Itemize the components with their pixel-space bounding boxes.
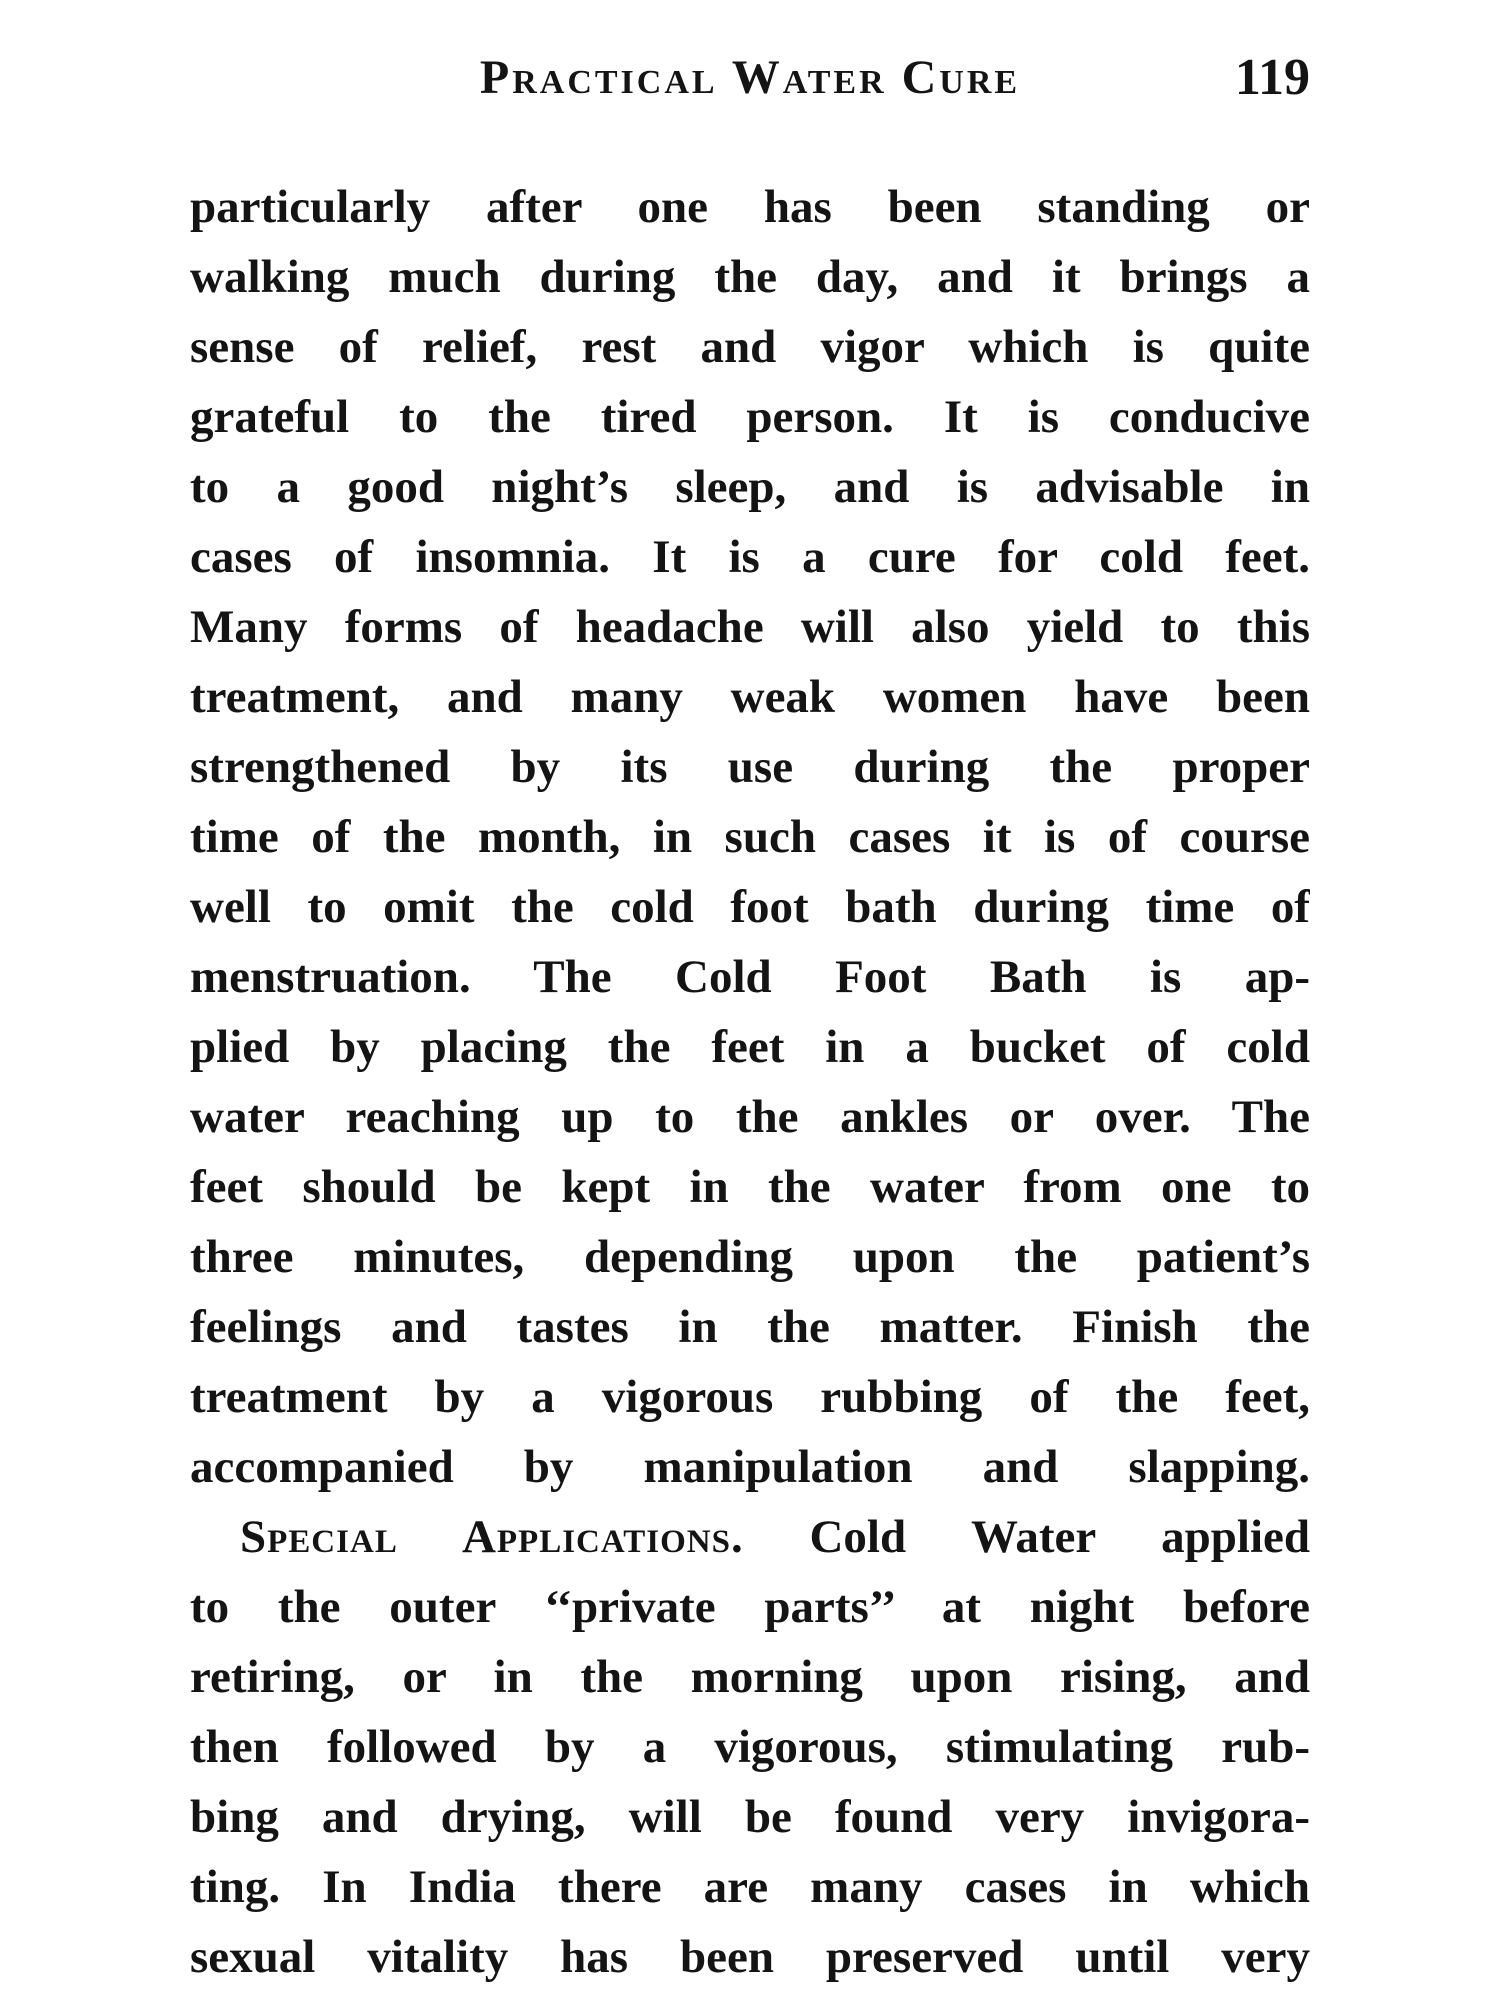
text-line: treatment by a vigorous rubbing of the feet,: [190, 1371, 1310, 1423]
text-line: bing and drying, will be found very invigora-: [190, 1791, 1310, 1843]
text-line: strengthened by its use during the proper: [190, 741, 1310, 793]
text-line: sense of relief, rest and vigor which is quite: [190, 321, 1310, 373]
text-line: to the outer ‘‘private parts’’ at night before: [190, 1581, 1310, 1633]
text-line: ting. In India there are many cases in which: [190, 1861, 1310, 1913]
text-line: water reaching up to the ankles or over. The: [190, 1091, 1310, 1143]
text-line: feelings and tastes in the matter. Finish the: [190, 1301, 1310, 1353]
special-applications-first-line: [190, 1502, 1310, 1572]
text-line: time of the month, in such cases it is of course: [190, 811, 1310, 863]
text-line: particularly after one has been standing or: [190, 181, 1310, 233]
text-line: treatment, and many weak women have been: [190, 671, 1310, 723]
text-line: well to omit the cold foot bath during time of: [190, 881, 1310, 933]
text-line: Many forms of headache will also yield to this: [190, 601, 1310, 653]
text-line: grateful to the tired person. It is conducive: [190, 391, 1310, 443]
text-line: three minutes, depending upon the patient’s: [190, 1231, 1310, 1283]
text-line: feet should be kept in the water from one to: [190, 1161, 1310, 1213]
page-header: [190, 40, 1310, 112]
text-line: then followed by a vigorous, stimulating rub-: [190, 1721, 1310, 1773]
text-line: cases of insomnia. It is a cure for cold feet.: [190, 531, 1310, 583]
section-heading-special-applications: Special Applications.: [240, 1511, 744, 1563]
text-line: plied by placing the feet in a bucket of cold: [190, 1021, 1310, 1073]
body-text: [190, 172, 1310, 1992]
text-line: menstruation. The Cold Foot Bath is ap-: [190, 951, 1310, 1003]
text-line: to a good night’s sleep, and is advisable in: [190, 461, 1310, 513]
text-line: sexual vitality has been preserved until very: [190, 1931, 1310, 1983]
text-fragment: Cold Water applied: [809, 1511, 1310, 1563]
running-title: Practical Water Cure: [479, 51, 1021, 104]
page-number: 119: [1234, 49, 1310, 106]
text-line: retiring, or in the morning upon rising, and: [190, 1651, 1310, 1703]
text-line: accompanied by manipulation and slapping.: [190, 1441, 1310, 1493]
text-line: walking much during the day, and it brings a: [190, 251, 1310, 303]
